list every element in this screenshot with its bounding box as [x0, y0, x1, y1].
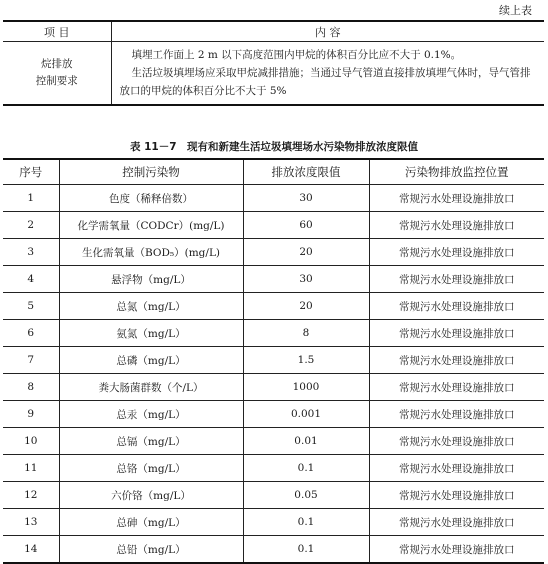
row-limit: 30	[243, 266, 369, 293]
main-table-header-row	[3, 159, 544, 185]
row-number: 8	[3, 374, 59, 401]
row-location: 常规污水处理设施排放口	[369, 536, 544, 564]
table-row	[3, 374, 544, 401]
row-limit: 8	[243, 320, 369, 347]
row-number: 2	[3, 212, 59, 239]
main-table-body	[3, 185, 544, 564]
row-pollutant: 总磷（mg/L）	[59, 347, 243, 374]
row-limit: 0.05	[243, 482, 369, 509]
content-line-1: 填埋工作面上 2 m 以下高度范围内甲烷的体积百分比应不大于 0.1%。	[131, 49, 462, 61]
row-pollutant: 六价铬（mg/L）	[59, 482, 243, 509]
row-limit: 60	[243, 212, 369, 239]
row-number: 10	[3, 428, 59, 455]
row-location: 常规污水处理设施排放口	[369, 374, 544, 401]
row-pollutant: 总汞（mg/L）	[59, 401, 243, 428]
continued-table-header-row	[3, 21, 544, 42]
row-pollutant: 化学需氧量（CODCr）(mg/L)	[59, 212, 243, 239]
row-limit: 20	[243, 239, 369, 266]
row-pollutant: 氨氮（mg/L）	[59, 320, 243, 347]
table-row	[3, 185, 544, 212]
row-limit: 0.1	[243, 536, 369, 564]
row-limit: 0.1	[243, 455, 369, 482]
table-row	[3, 266, 544, 293]
row-number: 11	[3, 455, 59, 482]
row-number: 5	[3, 293, 59, 320]
table-row	[3, 320, 544, 347]
row-pollutant: 悬浮物（mg/L）	[59, 266, 243, 293]
row-number: 4	[3, 266, 59, 293]
row-location: 常规污水处理设施排放口	[369, 455, 544, 482]
row-location: 常规污水处理设施排放口	[369, 212, 544, 239]
header-no: 序号	[3, 159, 59, 185]
table-row	[3, 455, 544, 482]
header-limit: 排放浓度限值	[243, 159, 369, 185]
row-number: 3	[3, 239, 59, 266]
item-label-line1: 烷排放	[41, 58, 73, 70]
row-location: 常规污水处理设施排放口	[369, 482, 544, 509]
row-pollutant: 总砷（mg/L）	[59, 509, 243, 536]
table-row	[3, 428, 544, 455]
row-pollutant: 色度（稀释倍数）	[59, 185, 243, 212]
header-location: 污染物排放监控位置	[369, 159, 544, 185]
row-number: 1	[3, 185, 59, 212]
table-row	[3, 293, 544, 320]
row-location: 常规污水处理设施排放口	[369, 509, 544, 536]
row-limit: 30	[243, 185, 369, 212]
row-pollutant: 总氮（mg/L）	[59, 293, 243, 320]
row-number: 7	[3, 347, 59, 374]
row-number: 14	[3, 536, 59, 564]
row-location: 常规污水处理设施排放口	[369, 239, 544, 266]
content-cell	[111, 42, 544, 106]
row-pollutant: 粪大肠菌群数（个/L）	[59, 374, 243, 401]
table-row	[3, 482, 544, 509]
row-location: 常规污水处理设施排放口	[369, 293, 544, 320]
row-limit: 0.1	[243, 509, 369, 536]
table-caption: 表 11－7 现有和新建生活垃圾填埋场水污染物排放浓度限值	[129, 141, 419, 153]
continued-label: 续上表	[499, 4, 532, 17]
row-limit: 1000	[243, 374, 369, 401]
row-pollutant: 总铬（mg/L）	[59, 455, 243, 482]
table-row	[3, 509, 544, 536]
row-limit: 0.01	[243, 428, 369, 455]
header-pollutant: 控制污染物	[59, 159, 243, 185]
header-content: 内 容	[111, 21, 544, 42]
table-row	[3, 212, 544, 239]
item-cell	[3, 42, 111, 106]
row-number: 9	[3, 401, 59, 428]
row-pollutant: 总镉（mg/L）	[59, 428, 243, 455]
row-location: 常规污水处理设施排放口	[369, 401, 544, 428]
row-location: 常规污水处理设施排放口	[369, 428, 544, 455]
content-line-2: 生活垃圾填埋场应采取甲烷减排措施；当通过导气管道直接排放填埋气体时，导气管排放口的甲烷的体积百分比不大于 5%	[119, 67, 531, 97]
item-label-line2: 控制要求	[35, 75, 78, 87]
header-item: 项 目	[3, 21, 111, 42]
table-row	[3, 401, 544, 428]
row-number: 12	[3, 482, 59, 509]
row-number: 13	[3, 509, 59, 536]
table-row	[3, 347, 544, 374]
row-limit: 0.001	[243, 401, 369, 428]
row-limit: 1.5	[243, 347, 369, 374]
row-number: 6	[3, 320, 59, 347]
table-row	[3, 536, 544, 564]
row-limit: 20	[243, 293, 369, 320]
row-pollutant: 总铅（mg/L）	[59, 536, 243, 564]
continued-table-row	[3, 42, 544, 106]
row-location: 常规污水处理设施排放口	[369, 320, 544, 347]
row-location: 常规污水处理设施排放口	[369, 266, 544, 293]
row-pollutant: 生化需氧量（BOD₅）(mg/L)	[59, 239, 243, 266]
continued-table	[3, 20, 544, 106]
row-location: 常规污水处理设施排放口	[369, 185, 544, 212]
pollutant-limits-table	[3, 158, 544, 564]
row-location: 常规污水处理设施排放口	[369, 347, 544, 374]
table-row	[3, 239, 544, 266]
